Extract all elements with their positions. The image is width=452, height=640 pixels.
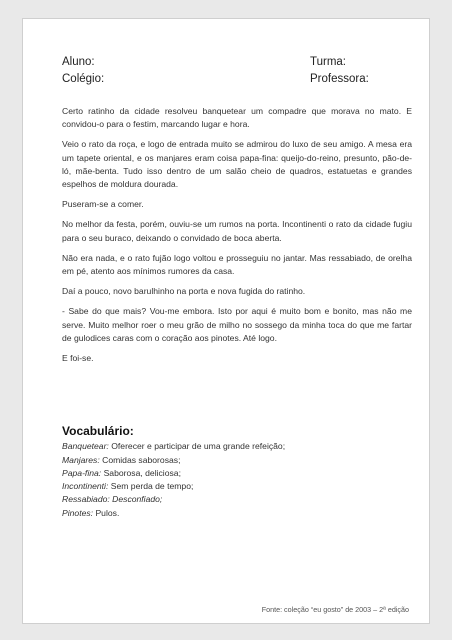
vocabulary-section xyxy=(62,425,412,520)
story-paragraph: E foi-se. xyxy=(62,353,94,364)
turma-label: Turma: xyxy=(310,56,346,68)
vocabulary-definition: Comidas saborosas; xyxy=(99,454,181,465)
vocabulary-item xyxy=(62,440,412,453)
story-paragraph: Daí a pouco, novo barulhinho na porta e nova fugida do ratinho. xyxy=(62,286,306,297)
aluno-label: Aluno: xyxy=(62,56,95,68)
story-paragraph: Certo ratinho da cidade resolveu banquetear um compadre que morava no mato. E convidou-o para o festim, marcando lugar e hora. xyxy=(62,106,412,130)
vocabulary-item xyxy=(62,467,412,480)
vocabulary-item xyxy=(62,507,412,520)
story-paragraph: No melhor da festa, porém, ouviu-se um rumos na porta. Incontinenti o rato da cidade fugiu para o seu buraco, deixando o convidado de boca aberta. xyxy=(62,219,412,243)
student-header xyxy=(62,56,402,90)
vocabulary-definition: Sem perda de tempo; xyxy=(108,481,194,492)
story-paragraph: - Sabe do que mais? Vou-me embora. Isto por aqui é muito bom e bonito, mas não me serve. Muito melhor roer o meu grão de milho no sossego da minha toca do que me fartar de gulodices caras com o coração aos pinotes. Até logo. xyxy=(62,306,412,343)
document-page xyxy=(22,18,430,624)
story-paragraph: Não era nada, e o rato fujão logo voltou e prosseguiu no jantar. Mas ressabiado, de orelha em pé, atento aos mínimos rumores da casa. xyxy=(62,252,412,277)
vocabulary-term: Banquetear: xyxy=(62,441,109,452)
story-paragraph: Veio o rato da roça, e logo de entrada muito se admirou do luxo de seu amigo. A mesa era um tapete oriental, e os manjares eram coisa papa-fina: queijo-do-reino, presunto, pão-de-ló, mãe-benta. Tudo isso dentro de um salão cheio de quadros, estatuetas e grandes espelhos de moldura dourada. xyxy=(62,139,412,190)
vocabulary-term: Ressabiado: Desconfiado; xyxy=(62,494,163,505)
vocabulary-item xyxy=(62,493,412,506)
professora-label: Professora: xyxy=(310,73,369,85)
vocabulary-definition: Pulos. xyxy=(93,507,120,518)
vocabulary-item xyxy=(62,454,412,467)
story-text xyxy=(62,105,412,372)
vocabulary-term: Manjares: xyxy=(62,454,100,465)
story-paragraph: Puseram-se a comer. xyxy=(62,199,144,210)
vocabulary-title: Vocabulário: xyxy=(62,424,134,438)
vocabulary-definition: Oferecer e participar de uma grande refeição; xyxy=(108,441,286,452)
vocabulary-definition: Saborosa, deliciosa; xyxy=(101,467,181,478)
colegio-label: Colégio: xyxy=(62,73,105,85)
vocabulary-term: Papa-fina: xyxy=(62,467,102,478)
source-footer: Fonte: coleção “eu gosto” de 2003 – 2ª edição xyxy=(261,605,409,614)
vocabulary-term: Incontinenti: xyxy=(62,481,109,492)
vocabulary-item xyxy=(62,480,412,493)
vocabulary-term: Pinotes: xyxy=(62,507,94,518)
